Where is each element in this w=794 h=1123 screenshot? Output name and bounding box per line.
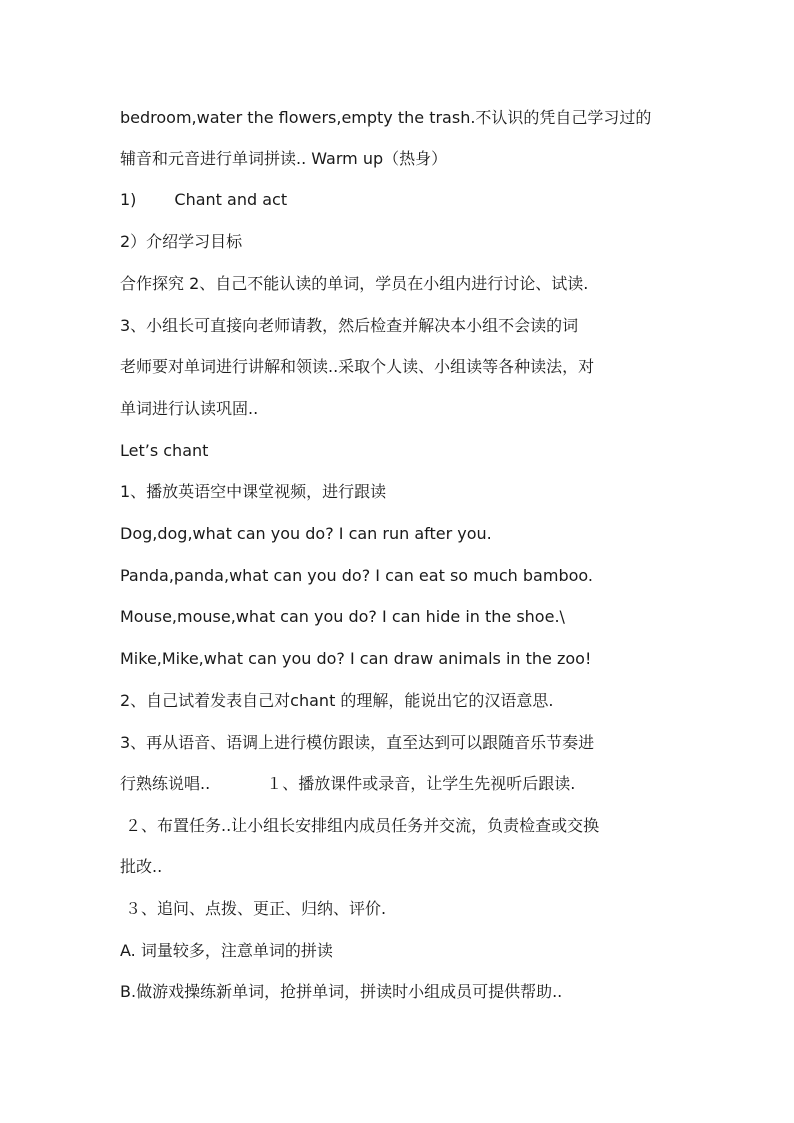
text-line-1: bedroom,water the flowers,empty the trash.不认识的凭自己学习过的 — [120, 108, 652, 127]
text-line-15: 2、自己试着发表自己对chant 的理解，能说出它的汉语意思. — [120, 691, 554, 710]
list-marker: 1) — [120, 190, 137, 209]
text-line-19: 批改.. — [120, 857, 163, 876]
text-line-4: 2）介绍学习目标 — [120, 232, 243, 251]
list-item-chant-and-act — [120, 190, 287, 210]
text-line-20: ３、追问、点拨、更正、归纳、评价. — [125, 899, 387, 918]
text-segment: １、播放课件或录音，让学生先视听后跟读. — [266, 774, 576, 793]
text-line-8: 单词进行认读巩固.. — [120, 399, 259, 418]
text-line-5: 合作探究 2、自己不能认读的单词，学员在小组内进行讨论、试读. — [120, 274, 589, 293]
text-line-2: 辅音和元音进行单词拼读.. Warm up（热身） — [120, 149, 448, 168]
text-segment: 行熟练说唱.. — [120, 774, 211, 793]
text-line-16: 3、再从语音、语调上进行模仿跟读，直至达到可以跟随音乐节奏进 — [120, 733, 595, 752]
text-line-10: 1、播放英语空中课堂视频，进行跟读 — [120, 482, 387, 501]
chant-line-3: Mouse,mouse,what can you do? I can hide in the shoe.\ — [120, 607, 565, 626]
text-line-18: ２、布置任务..让小组长安排组内成员任务并交流，负责检查或交换 — [125, 816, 600, 835]
chant-line-2: Panda,panda,what can you do? I can eat so much bamboo. — [120, 566, 593, 585]
text-line-6: 3、小组长可直接向老师请教，然后检查并解决本小组不会读的词 — [120, 316, 579, 335]
chant-line-4: Mike,Mike,what can you do? I can draw animals in the zoo! — [120, 649, 592, 668]
text-line-21: A. 词量较多，注意单词的拼读 — [120, 941, 333, 960]
section-heading-lets-chant: Let’s chant — [120, 441, 209, 460]
list-item-text: Chant and act — [174, 190, 288, 209]
text-line-7: 老师要对单词进行讲解和领读..采取个人读、小组读等各种读法，对 — [120, 357, 595, 376]
text-line-22: B.做游戏操练新单词，抢拼单词，拼读时小组成员可提供帮助.. — [120, 982, 563, 1001]
text-line-17 — [120, 774, 575, 794]
chant-line-1: Dog,dog,what can you do? I can run after you. — [120, 524, 492, 543]
